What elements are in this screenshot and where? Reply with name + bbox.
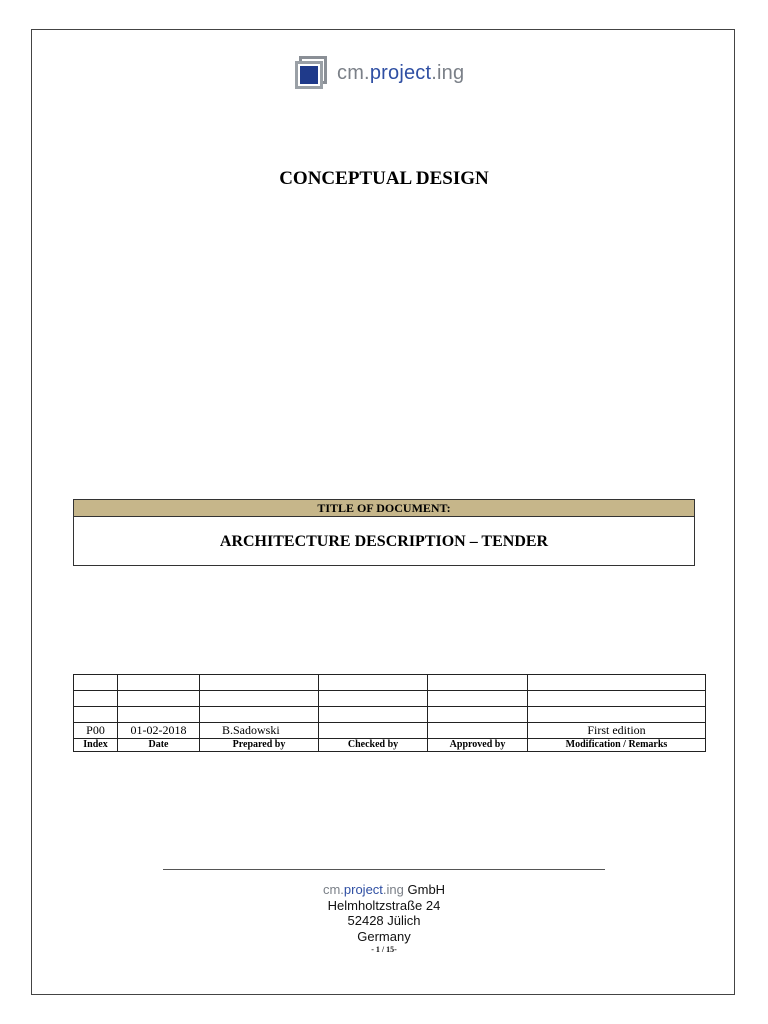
cell-index: P00: [74, 723, 118, 739]
cell-prepared-by: B.Sadowski: [200, 723, 319, 739]
cell-date: 01-02-2018: [118, 723, 200, 739]
column-header: Prepared by: [200, 739, 319, 752]
column-header: Index: [74, 739, 118, 752]
revision-table: [73, 674, 706, 752]
footer-city: 52428 Jülich: [347, 913, 421, 928]
table-row: [74, 723, 706, 739]
footer-divider: [163, 869, 605, 870]
cell-remarks: First edition: [528, 723, 706, 739]
column-header: Checked by: [319, 739, 428, 752]
footer-country: Germany: [357, 928, 411, 944]
document-title: ARCHITECTURE DESCRIPTION – TENDER: [219, 533, 549, 550]
company-logo: [295, 55, 464, 91]
footer-company: cm.project.ing GmbH: [322, 882, 446, 897]
column-header: Date: [118, 739, 200, 752]
document-type-heading: CONCEPTUAL DESIGN: [279, 168, 489, 189]
logo-wordmark: cm.project.ing: [337, 61, 465, 84]
table-header-row: [74, 739, 706, 752]
table-row: [74, 707, 706, 723]
logo-squares-icon: [295, 56, 329, 90]
column-header: Approved by: [428, 739, 528, 752]
cell-checked-by: [319, 723, 428, 739]
footer-address: [0, 882, 768, 956]
cell-approved-by: [428, 723, 528, 739]
table-row: [74, 675, 706, 691]
table-row: [74, 691, 706, 707]
footer-street: Helmholtzstraße 24: [327, 897, 441, 913]
column-header: Modification / Remarks: [528, 739, 706, 752]
page-number: - 1 / 15-: [371, 945, 397, 954]
title-box: [73, 499, 695, 566]
title-box-header: TITLE OF DOCUMENT:: [74, 500, 694, 517]
